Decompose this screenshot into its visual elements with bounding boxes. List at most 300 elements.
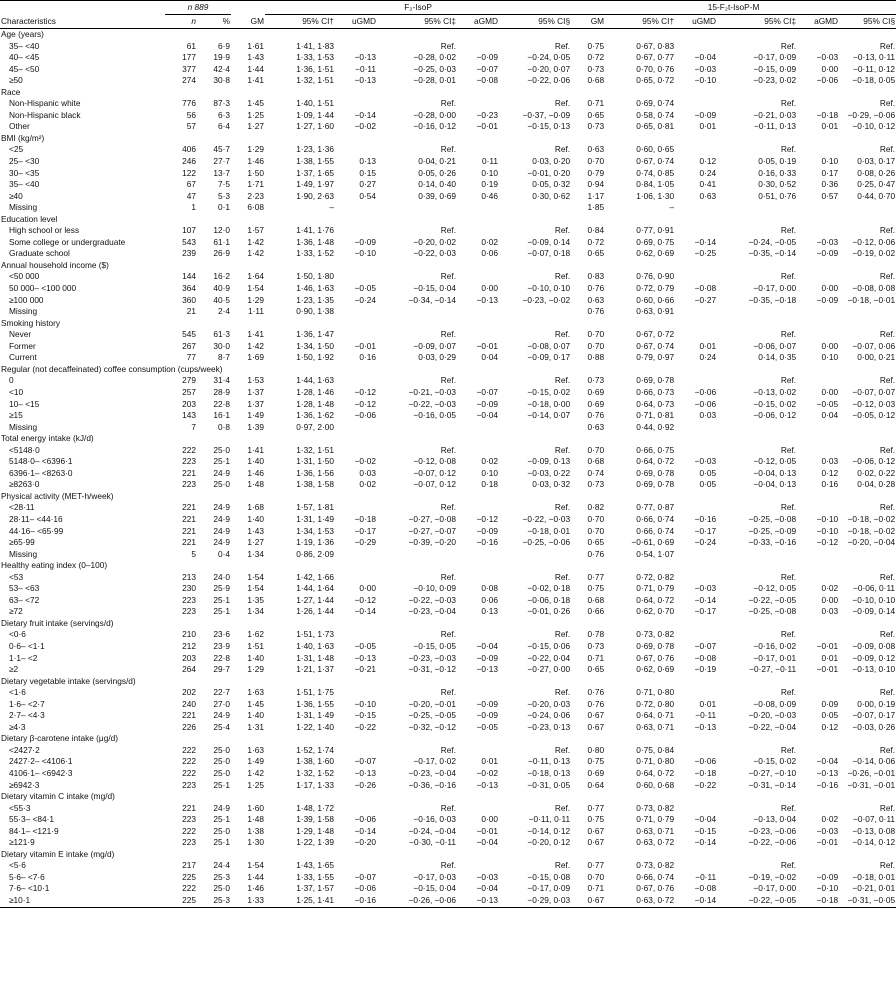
cell-ci: 0·77, 0·87 — [636, 502, 675, 513]
cell-ci: −0·15, 0·13 — [527, 121, 571, 132]
cell-agmd: −0·09 — [476, 698, 499, 709]
cell-gm: 1·41 — [247, 444, 265, 455]
cell-gm: 1·53 — [247, 375, 265, 386]
col-header-ugmd: uGMD — [335, 15, 377, 29]
row-label: 45– <50 — [9, 63, 40, 74]
cell-ci: −0·06, 0·12 — [753, 410, 797, 421]
cell-ci: −0·24, −0·04 — [408, 825, 457, 836]
cell-ci: −0·31, −0·05 — [839, 895, 896, 907]
cell-ci: 0·67, 0·74 — [636, 156, 675, 167]
cell-ci: Ref. — [554, 687, 571, 698]
cell-agmd: 0·09 — [821, 698, 839, 709]
table-row — [0, 271, 896, 283]
cell-ci: Ref. — [780, 98, 797, 109]
cell-ci: −0·21, 0·01 — [852, 883, 896, 894]
cell-agmd: 0·02 — [821, 814, 839, 825]
table-row — [0, 745, 896, 757]
cell-ci: −0·06, 0·18 — [527, 594, 571, 605]
cell-percent: 25·9 — [213, 583, 231, 594]
cell-n: 7 — [191, 421, 196, 432]
cell-ci: Ref. — [780, 502, 797, 513]
cell-ci: −0·32, −0·12 — [408, 721, 457, 732]
section-row — [0, 133, 896, 145]
cell-ci: Ref. — [780, 225, 797, 236]
cell-agmd — [797, 629, 839, 641]
row-label: ≥4·3 — [9, 721, 26, 732]
cell-ugmd: −0·17 — [354, 525, 377, 536]
cell-ci: −0·28, 0·01 — [413, 75, 457, 86]
cell-ci: −0·18, −0·01 — [847, 294, 896, 305]
cell-ci: 0·62, 0·69 — [636, 248, 675, 259]
cell-ci: – — [329, 202, 335, 213]
cell-ci: −0·20, −0·03 — [748, 710, 797, 721]
cell-gm: 6·08 — [247, 202, 265, 213]
row-label: <10 — [9, 386, 24, 397]
cell-gm: 1·42 — [247, 236, 265, 247]
cell-gm: 1·25 — [247, 779, 265, 790]
cell-gm: 0·64 — [587, 779, 605, 790]
cell-ci: −0·23, −0·04 — [408, 606, 457, 617]
cell-ci: −0·20, 0·02 — [413, 236, 457, 247]
cell-gm: 0·68 — [587, 456, 605, 467]
table-row — [0, 237, 896, 249]
cell-agmd: 0·13 — [481, 606, 499, 617]
cell-ci: 1·22, 1·40 — [296, 721, 335, 732]
cell-gm: 0·67 — [587, 710, 605, 721]
cell-ugmd: −0·24 — [354, 294, 377, 305]
cell-ci: −0·17, 0·02 — [413, 756, 457, 767]
cell-gm: 1·71 — [247, 179, 265, 190]
cell-percent: 25·0 — [213, 744, 231, 755]
row-label: ≥40 — [9, 190, 23, 201]
cell-ci: 1·36, 1·56 — [296, 467, 335, 478]
table-row — [0, 329, 896, 341]
cell-ci: −0·01, 0·26 — [527, 606, 571, 617]
cell-ugmd: 0·63 — [699, 190, 717, 201]
cell-n: 360 — [182, 294, 196, 305]
row-label: 0·6– <1·1 — [9, 640, 45, 651]
cell-ci: −0·29, 0·03 — [499, 895, 571, 907]
row-label: Non-Hispanic white — [9, 98, 81, 109]
table-row — [0, 75, 896, 87]
cell-ci: Ref. — [879, 629, 896, 640]
table-row — [0, 179, 896, 191]
cell-ci: −0·18, 0·13 — [527, 768, 571, 778]
cell-ci: 0·05, 0·19 — [758, 156, 797, 167]
cell-ci: Ref. — [780, 571, 797, 582]
cell-ci: Ref. — [440, 444, 457, 455]
cell-gm: 1·37 — [247, 386, 265, 397]
cell-n: 56 — [186, 109, 196, 120]
cell-ugmd: 0·54 — [359, 190, 377, 201]
cell-agmd: 0·06 — [481, 594, 499, 605]
cell-gm: 1·68 — [247, 502, 265, 513]
cell-ci: 1·46, 1·63 — [296, 283, 335, 294]
cell-ugmd — [335, 629, 377, 641]
row-label: 10– <15 — [9, 398, 40, 409]
row-label: 25– <30 — [9, 156, 40, 167]
cell-gm: 1·33 — [231, 895, 265, 907]
cell-ugmd: 0·24 — [699, 167, 717, 178]
cell-ci: −0·11, 0·13 — [528, 756, 571, 767]
cell-agmd: 0·00 — [821, 340, 839, 351]
table-row — [0, 641, 896, 653]
cell-ci: 0·79, 0·97 — [636, 352, 675, 363]
cell-ci: −0·27, 0·00 — [527, 664, 571, 675]
cell-ci: −0·20, 0·03 — [527, 698, 571, 709]
cell-ci: 0·08, 0·26 — [857, 167, 896, 178]
cell-ugmd: −0·17 — [694, 525, 717, 536]
cell-ci: 0·02, 0·22 — [857, 467, 896, 478]
section-row — [0, 676, 896, 688]
cell-ci: −0·31, 0·05 — [527, 779, 571, 790]
cell-ci: 1·39, 1·58 — [296, 814, 335, 825]
cell-gm: 0·83 — [587, 271, 605, 282]
cell-ci: 0·71, 0·81 — [636, 410, 675, 421]
cell-ugmd — [335, 225, 377, 237]
cell-agmd: −0·01 — [816, 640, 839, 651]
table-row — [0, 883, 896, 895]
cell-ci: 0·60, 0·66 — [636, 294, 675, 305]
cell-ci: Ref. — [554, 444, 571, 455]
cell-agmd — [797, 502, 839, 514]
cell-ci: Ref. — [440, 144, 457, 155]
cell-ci: −0·27, −0·10 — [748, 768, 797, 778]
cell-gm: 1·64 — [247, 271, 265, 282]
cell-agmd — [797, 329, 839, 341]
cell-ugmd — [675, 202, 717, 214]
cell-ugmd: −0·20 — [354, 837, 377, 848]
cell-agmd: 0·17 — [821, 167, 839, 178]
cell-ugmd: −0·04 — [694, 52, 717, 63]
cell-ci: −0·27, −0·08 — [408, 513, 457, 524]
table-row — [0, 399, 896, 411]
cell-ci: −0·09, 0·14 — [527, 236, 571, 247]
cell-agmd — [797, 202, 839, 214]
cell-ci: 1·36, 1·62 — [296, 410, 335, 421]
cell-gm: 0·70 — [587, 525, 605, 536]
cell-agmd — [457, 422, 499, 434]
section-row — [0, 849, 896, 861]
cell-agmd: 0·01 — [481, 756, 499, 767]
cell-ci: 0·63, 0·72 — [605, 895, 675, 907]
cell-percent: 28·9 — [213, 386, 231, 397]
cell-n: 267 — [182, 340, 196, 351]
cell-percent: 25·3 — [197, 895, 231, 907]
cell-ci: Ref. — [554, 225, 571, 236]
cell-ci: 0·90, 1·38 — [296, 306, 335, 317]
cell-ci: −0·22, −0·05 — [748, 594, 797, 605]
cell-agmd: −0·04 — [816, 756, 839, 767]
cell-ugmd — [335, 572, 377, 584]
cell-gm: 0·88 — [587, 352, 605, 363]
cell-ci: −0·36, −0·16 — [408, 779, 457, 790]
cell-agmd — [457, 375, 499, 387]
row-label: 7·6– <10·1 — [9, 883, 50, 894]
section-row — [0, 491, 896, 503]
cell-ci: −0·08, 0·07 — [527, 340, 571, 351]
cell-gm: 0·73 — [587, 63, 605, 74]
cell-ugmd — [335, 687, 377, 699]
cell-percent: 22·8 — [213, 398, 231, 409]
cell-agmd — [457, 306, 499, 318]
cell-agmd: −0·01 — [476, 340, 499, 351]
cell-ci: −0·39, −0·20 — [408, 537, 457, 548]
cell-gm: 1·44 — [247, 871, 265, 882]
cell-n: 202 — [182, 687, 196, 698]
cell-agmd: 0·00 — [821, 386, 839, 397]
cell-ci: −0·12, 0·06 — [852, 236, 896, 247]
cell-agmd: 0·18 — [481, 479, 499, 490]
row-label: <5·6 — [9, 860, 26, 871]
cell-gm: 0·71 — [587, 883, 605, 894]
cell-ci: −0·23, 0·13 — [527, 721, 571, 732]
cell-ci: 1·27, 1·44 — [296, 594, 335, 605]
cell-percent: 25·1 — [213, 814, 231, 825]
cell-gm: 1·49 — [247, 756, 265, 767]
cell-ugmd: −0·14 — [354, 825, 377, 836]
header-sample-size: n 889 — [165, 1, 231, 15]
row-label: 2·7– <4·3 — [9, 710, 45, 721]
cell-agmd: −0·04 — [476, 837, 499, 848]
cell-ugmd — [675, 572, 717, 584]
section-row — [0, 29, 896, 41]
cell-ugmd: −0·06 — [694, 756, 717, 767]
cell-n: 177 — [182, 52, 196, 63]
cell-n: 222 — [182, 744, 196, 755]
cell-gm: 1·60 — [247, 802, 265, 813]
cell-ci: Ref. — [554, 502, 571, 513]
cell-ci: −0·35, −0·18 — [748, 294, 797, 305]
section-row — [0, 560, 896, 572]
row-label: 1·1– <2 — [9, 652, 38, 663]
cell-ci: −0·24, −0·05 — [748, 236, 797, 247]
cell-percent: 24·9 — [213, 802, 231, 813]
cell-gm: 1·45 — [247, 98, 265, 109]
cell-percent: 7·5 — [218, 179, 231, 190]
cell-percent: 16·1 — [213, 410, 231, 421]
cell-gm: 1·37 — [247, 398, 265, 409]
cell-gm: 0·72 — [587, 236, 605, 247]
cell-agmd: −0·09 — [476, 525, 499, 536]
cell-ci: −0·21, −0·03 — [408, 386, 457, 397]
row-label: ≥72 — [9, 606, 23, 617]
cell-agmd — [797, 803, 839, 815]
cell-ci: 0·67, 0·76 — [636, 883, 675, 894]
cell-percent: 25·3 — [213, 871, 231, 882]
cell-ci: Ref. — [780, 40, 797, 51]
cell-ci: Ref. — [879, 744, 896, 755]
table-row — [0, 422, 896, 434]
table-row — [0, 121, 896, 133]
cell-ci: −0·23, −0·03 — [408, 652, 457, 663]
cell-n: 230 — [182, 583, 196, 594]
section-label: Dietary vitamin E intake (mg/d) — [1, 848, 115, 859]
cell-ci: 1·33, 1·53 — [296, 52, 335, 63]
row-label: 53– <63 — [9, 583, 40, 594]
row-label: <50 000 — [9, 271, 40, 282]
cell-agmd — [797, 745, 839, 757]
cell-n: 107 — [182, 225, 196, 236]
row-label: <0·6 — [9, 629, 26, 640]
row-label: 50 000– <100 000 — [9, 283, 77, 294]
cell-ci: 0·69, 0·75 — [636, 236, 675, 247]
cell-agmd: 0·12 — [821, 467, 839, 478]
cell-percent: 25·0 — [213, 825, 231, 836]
cell-ugmd — [675, 502, 717, 514]
cell-percent: 25·4 — [213, 721, 231, 732]
cell-ci: 0·84, 1·05 — [636, 179, 675, 190]
cell-ci: −0·23, −0·06 — [748, 825, 797, 836]
cell-ci: 0·69, 0·78 — [636, 375, 675, 386]
cell-ci: −0·18, 0·01 — [527, 525, 571, 536]
cell-agmd — [797, 375, 839, 387]
cell-ugmd — [335, 549, 377, 561]
cell-ci: 1·90, 2·63 — [296, 190, 335, 201]
cell-ci: 1·50, 1·80 — [296, 271, 335, 282]
row-label: 35– <40 — [9, 40, 40, 51]
cell-ci: −0·25, −0·05 — [408, 710, 457, 721]
cell-ci: 1·33, 1·52 — [296, 248, 335, 259]
cell-ci: −0·21, 0·03 — [753, 109, 797, 120]
cell-percent: 6·4 — [218, 121, 231, 132]
table-row — [0, 295, 896, 307]
cell-ci: −0·18, −0·02 — [847, 513, 896, 524]
cell-ugmd: −0·11 — [355, 63, 377, 74]
cell-gm: 0·76 — [587, 410, 605, 421]
cell-percent: 25·0 — [213, 444, 231, 455]
cell-ci: −0·22, −0·06 — [748, 837, 797, 848]
cell-ci: Ref. — [554, 571, 571, 582]
row-label: Current — [9, 352, 37, 363]
cell-agmd: 0·05 — [821, 710, 839, 721]
cell-ci: 1·51, 1·75 — [296, 687, 335, 698]
table-row — [0, 191, 896, 203]
cell-ci: −0·25, 0·03 — [413, 63, 457, 74]
cell-ci: 1·36, 1·51 — [296, 63, 335, 74]
cell-ci: 0·72, 0·79 — [636, 283, 675, 294]
cell-ci: −0·13, 0·08 — [852, 825, 896, 836]
cell-ci: Ref. — [554, 144, 571, 155]
cell-agmd: −0·13 — [476, 294, 499, 305]
cell-n: 221 — [182, 525, 196, 536]
col-header-agmd: aGMD — [797, 15, 839, 29]
cell-ugmd: −0·03 — [694, 583, 717, 594]
cell-ci: Ref. — [780, 802, 797, 813]
cell-gm: 1·34 — [247, 606, 265, 617]
cell-agmd — [797, 572, 839, 584]
cell-ci: Ref. — [440, 860, 457, 871]
cell-ugmd — [335, 41, 377, 53]
cell-ci: −0·12, 0·08 — [413, 456, 457, 467]
cell-ci: – — [669, 202, 675, 213]
row-label: ≥2 — [9, 664, 19, 675]
cell-ci: 0·03, 0·29 — [418, 352, 457, 363]
cell-agmd: 0·00 — [821, 594, 839, 605]
cell-gm: 0·76 — [587, 687, 605, 698]
table-row — [0, 248, 896, 260]
cell-ci: −0·30, −0·11 — [409, 837, 457, 848]
cell-gm: 0·73 — [587, 479, 605, 490]
cell-ci: 1·57, 1·81 — [296, 502, 335, 513]
cell-ci: −0·04, 0·13 — [753, 479, 797, 490]
cell-ci: 0·75, 0·84 — [636, 744, 675, 755]
cell-percent: 31·4 — [213, 375, 231, 386]
cell-gm: 0·84 — [587, 225, 605, 236]
cell-n: 221 — [182, 710, 196, 721]
row-label: <25 — [9, 144, 24, 155]
cell-n: 122 — [182, 167, 196, 178]
cell-ci: 0·72, 0·82 — [636, 571, 675, 582]
cell-ci: 0·69, 0·78 — [636, 467, 675, 478]
cell-ci: −0·14, 0·06 — [852, 756, 896, 767]
cell-ugmd: −0·06 — [354, 410, 377, 421]
cell-agmd — [457, 549, 499, 561]
cell-gm: 0·70 — [587, 340, 605, 351]
cell-ci — [499, 306, 571, 318]
cell-n: 225 — [182, 871, 196, 882]
row-label: <28·11 — [9, 502, 35, 513]
cell-ci: −0·22, −0·04 — [748, 721, 797, 732]
cell-ci: −0·13, 0·10 — [852, 664, 896, 675]
cell-ci: 0·60, 0·65 — [636, 144, 675, 155]
cell-gm: 1·41 — [247, 329, 265, 340]
table-row — [0, 803, 896, 815]
cell-ci: 1·49, 1·97 — [296, 179, 335, 190]
cell-ci: 1·42, 1·66 — [296, 571, 335, 582]
cell-ci: 0·71, 0·79 — [636, 583, 675, 594]
cell-ci — [717, 549, 797, 561]
cell-n: 406 — [182, 144, 196, 155]
cell-gm: 0·63 — [587, 294, 605, 305]
cell-agmd — [457, 271, 499, 283]
cell-ci: 1·23, 1·35 — [296, 294, 335, 305]
cell-ugmd: −0·02 — [354, 121, 377, 132]
section-row — [0, 87, 896, 99]
table-row — [0, 156, 896, 168]
cell-gm: 0·77 — [587, 802, 605, 813]
cell-gm: 0·67 — [587, 837, 605, 848]
table-row — [0, 860, 896, 872]
cell-gm: 0·63 — [587, 421, 605, 432]
cell-gm: 0·65 — [587, 664, 605, 675]
table-row — [0, 756, 896, 768]
section-row — [0, 733, 896, 745]
cell-ci: Ref. — [554, 860, 571, 871]
table-row — [0, 664, 896, 676]
cell-ci: −0·25, −0·09 — [748, 525, 797, 536]
section-row — [0, 364, 896, 376]
cell-ugmd: −0·02 — [354, 456, 377, 467]
section-label: BMI (kg/m²) — [1, 132, 45, 143]
cell-n: 143 — [182, 410, 196, 421]
cell-gm: 0·75 — [587, 814, 605, 825]
cell-gm: 1·25 — [247, 109, 265, 120]
cell-gm: 0·67 — [571, 895, 605, 907]
cell-ci: 0·51, 0·76 — [758, 190, 797, 201]
cell-agmd: −0·05 — [816, 398, 839, 409]
row-label: 35– <40 — [9, 179, 40, 190]
cell-gm: 1·43 — [247, 52, 265, 63]
cell-percent: 19·9 — [213, 52, 231, 63]
cell-ci — [377, 422, 457, 434]
cell-ci: −0·20, −0·01 — [408, 698, 457, 709]
cell-ci: 1·28, 1·48 — [296, 398, 335, 409]
cell-ci: 1·28, 1·46 — [296, 386, 335, 397]
cell-ci: −0·07, 0·06 — [852, 340, 896, 351]
section-row — [0, 618, 896, 630]
cell-ci: 1·43, 1·65 — [296, 860, 335, 871]
